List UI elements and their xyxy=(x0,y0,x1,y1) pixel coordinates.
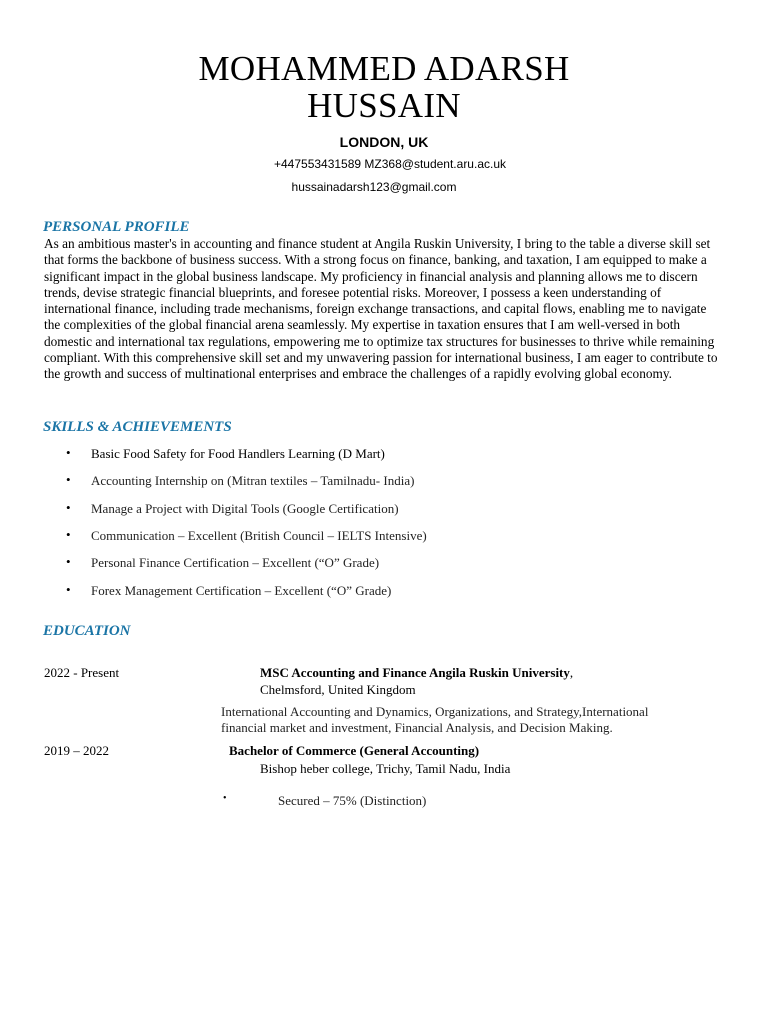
bullet-icon: • xyxy=(66,554,71,569)
education-result: Secured – 75% (Distinction) xyxy=(278,793,427,808)
location: LONDON, UK xyxy=(339,134,429,150)
candidate-name xyxy=(0,50,768,124)
education-location: Chelmsford, United Kingdom xyxy=(260,682,416,697)
skill-label: Basic Food Safety for Food Handlers Learning (D Mart) xyxy=(91,446,385,461)
bullet-icon: • xyxy=(66,472,71,487)
education-dates: 2019 – 2022 xyxy=(44,743,109,758)
education-location: Bishop heber college, Trichy, Tamil Nadu, India xyxy=(260,761,511,776)
contact-phone-email: +447553431589 MZ368@student.aru.ac.uk xyxy=(273,157,506,171)
skill-label: Manage a Project with Digital Tools (Google Certification) xyxy=(91,501,399,516)
name-line-2: HUSSAIN xyxy=(307,86,461,125)
education-detail-line-1: International Accounting and Dynamics, Organizations, and Strategy,International xyxy=(221,704,649,719)
education-degree: Bachelor of Commerce (General Accounting) xyxy=(229,743,480,758)
personal-profile-text: As an ambitious master's in accounting and finance student at Angila Ruskin University, I bring to the table a diverse skill set that forms the backbone of business success. With a strong focus on finance, banking, and taxation, I am equipped to make a significant impact in the global business landscape. My proficiency in financial analysis and planning allows me to discern trends, devise strategic financial blueprints, and foresee potential risks. Moreover, I possess a keen understanding of international finance, including trade mechanisms, foreign exchange transactions, and capital flows, enabling me to navigate the complexities of the global financial arena seamlessly. My expertise in taxation ensures that I am well-versed in both domestic and international tax regulations, empowering me to optimize tax structures for businesses to thrive while remaining compliant. With this comprehensive skill set and my unwavering passion for international business, I am eager to contribute to the growth and success of multinational enterprises and embrace the challenges of a rapidly evolving global economy. xyxy=(44,236,718,382)
skill-label: Personal Finance Certification – Excellent (“O” Grade) xyxy=(91,555,380,570)
education-degree xyxy=(260,665,573,681)
degree-suffix: , xyxy=(569,665,574,680)
skills-heading: SKILLS & ACHIEVEMENTS xyxy=(43,419,232,435)
bullet-icon: • xyxy=(66,445,71,460)
education-dates: 2022 - Present xyxy=(44,665,120,680)
bullet-icon: • xyxy=(66,500,71,515)
education-detail-line-2: financial market and investment, Financial Analysis, and Decision Making. xyxy=(221,720,613,735)
name-line-1: MOHAMMED ADARSH xyxy=(198,49,570,88)
skill-label: Accounting Internship on (Mitran textiles – Tamilnadu- India) xyxy=(91,473,415,488)
bullet-icon: • xyxy=(66,582,71,597)
skill-label: Forex Management Certification – Excellent (“O” Grade) xyxy=(91,583,392,598)
contact-email: hussainadarsh123@gmail.com xyxy=(291,180,457,194)
personal-profile-heading: PERSONAL PROFILE xyxy=(43,219,190,235)
skill-label: Communication – Excellent (British Council – IELTS Intensive) xyxy=(91,528,427,543)
bullet-icon: • xyxy=(223,793,227,804)
education-heading: EDUCATION xyxy=(43,623,131,639)
bullet-icon: • xyxy=(66,527,71,542)
degree-title: MSC Accounting and Finance Angila Ruskin University xyxy=(260,665,570,680)
